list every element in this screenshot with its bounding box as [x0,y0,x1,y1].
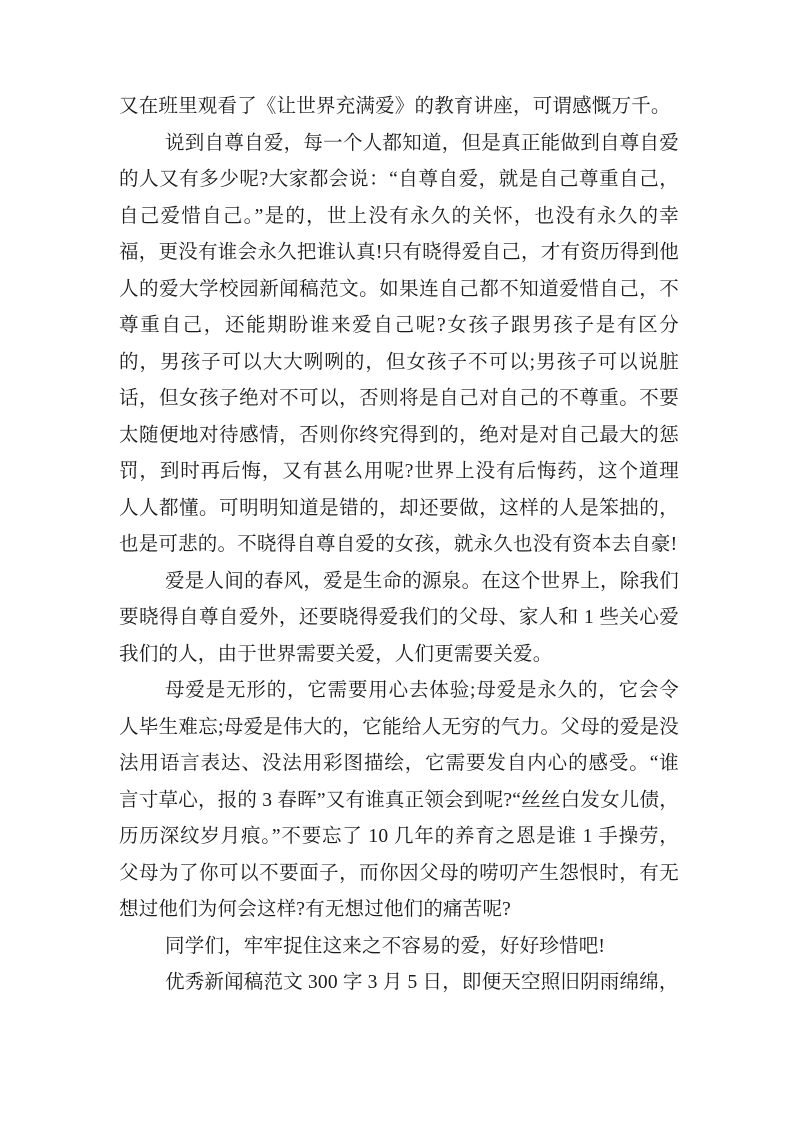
paragraph: 母爱是无形的，它需要用心去体验;母爱是永久的，它会令人毕生难忘;母爱是伟大的，它能给人无穷的气力。父母的爱是没法用语言表达、没法用彩图描绘，它需要发自内心的感受。“谁言寸草心，报的 3 春晖”又有谁真正领会到呢?“丝丝白发女儿债，历历深纹岁月痕。”不要忘了 10 几年的养育之恩是谁 1 手操劳，父母为了你可以不要面子，而你因父母的唠叨产生怨恨时，有无想过他们为何会这样?有无想过他们的痛苦呢? [119,680,679,920]
document-body [119,89,679,1002]
paragraph: 爱是人间的春风，爱是生命的源泉。在这个世界上，除我们要晓得自尊自爱外，还要晓得爱我们的父母、家人和 1 些关心爱我们的人，由于世界需要关爱，人们更需要关爱。 [119,570,679,665]
paragraph: 同学们，牢牢捉住这来之不容易的爱，好好珍惜吧! [165,935,606,957]
paragraph: 又在班里观看了《让世界充满爱》的教育讲座，可谓感慨万千。 [119,96,671,117]
paragraph: 说到自尊自爱，每一个人都知道，但是真正能做到自尊自爱的人又有多少呢?大家都会说：“自尊自爱，就是自己尊重自己，自己爱惜自己。”是的，世上没有永久的关怀，也没有永久的幸福，更没有谁会永久把谁认真!只有晓得爱自己，才有资历得到他人的爱大学校园新闻稿范文。如果连自己都不知道爱惜自己，不尊重自己，还能期盼谁来爱自己呢?女孩子跟男孩子是有区分的，男孩子可以大大咧咧的，但女孩子不可以;男孩子可以说脏话，但女孩子绝对不可以，否则将是自己对自己的不尊重。不要太随便地对待感情，否则你终究得到的，绝对是对自己最大的惩罚，到时再后悔，又有甚么用呢?世界上没有后悔药，这个道理人人都懂。可明明知道是错的，却还要做，这样的人是笨拙的，也是可悲的。不晓得自尊自爱的女孩，就永久也没有资本去自豪! [119,132,679,555]
paragraph: 优秀新闻稿范文 300 字 3 月 5 日，即便天空照旧阴雨绵绵， [165,972,679,993]
